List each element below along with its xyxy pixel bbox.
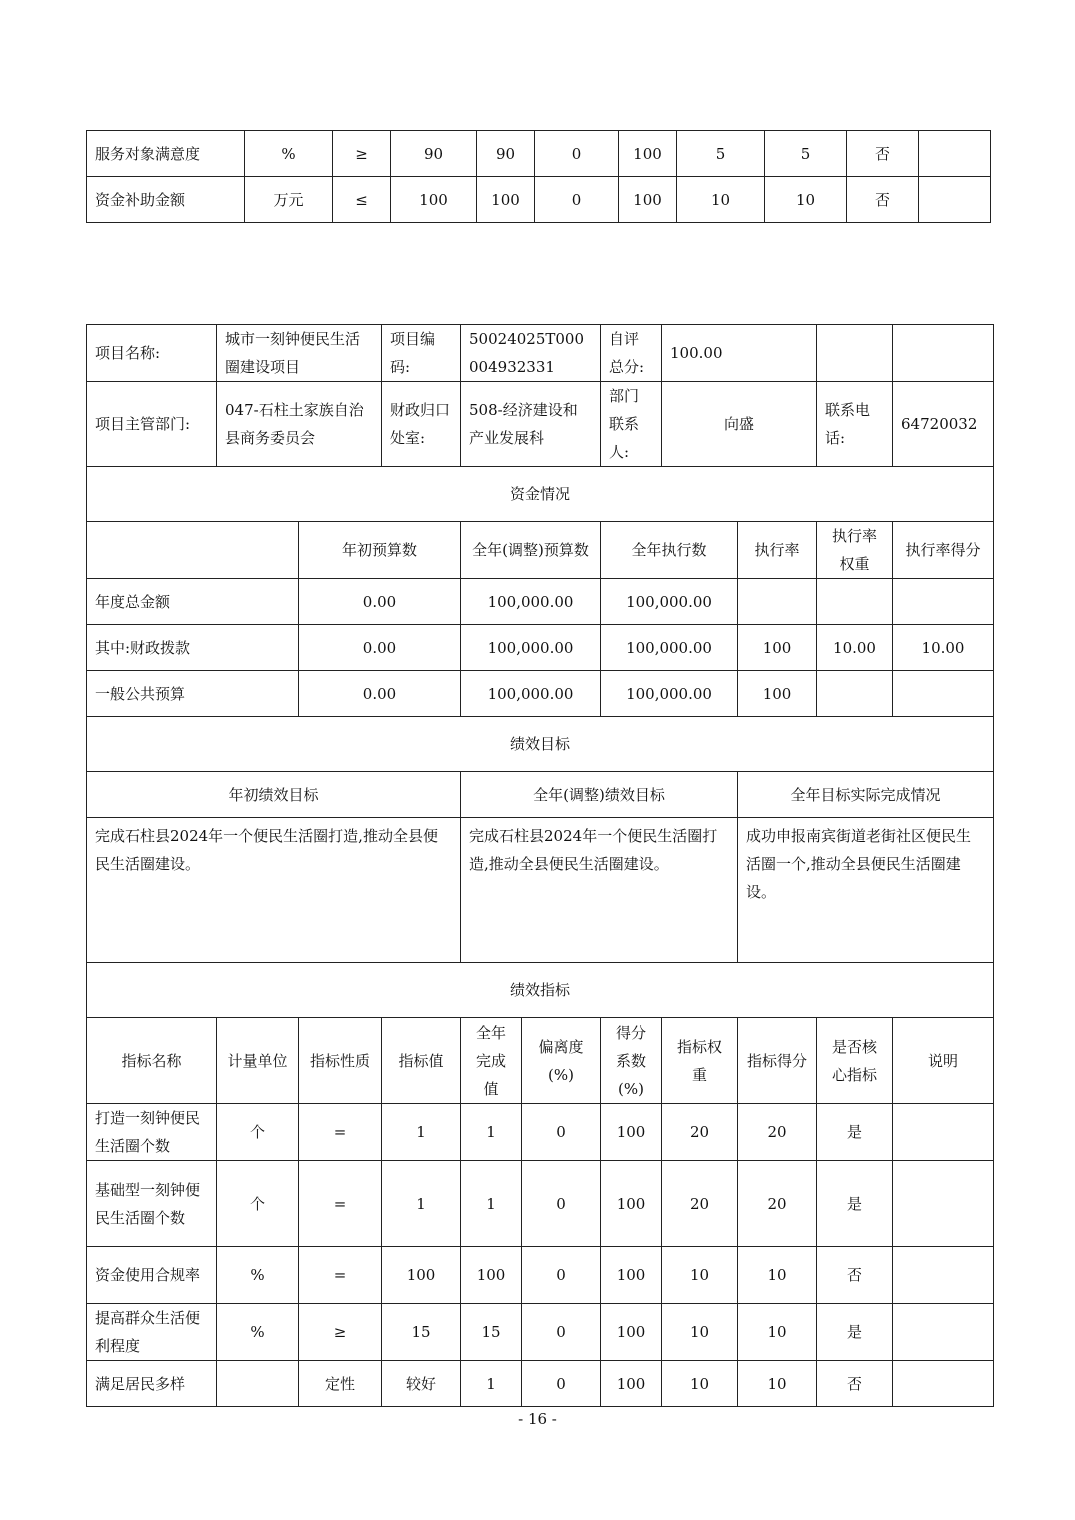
funds-cell: 100,000.00 [461, 579, 601, 625]
indicator-cell: 是 [817, 1104, 893, 1161]
dept-value: 047-石柱土家族自治县商务委员会 [217, 382, 382, 467]
project-self-evaluation-table [86, 324, 994, 1407]
funds-cell: 100,000.00 [461, 671, 601, 717]
indicator-cell [893, 1104, 994, 1161]
indicator-cell: 100 [461, 1247, 522, 1304]
indicator-row [87, 1304, 994, 1361]
goals-header: 全年(调整)绩效目标 [461, 772, 738, 818]
indicator-cell: 10 [662, 1247, 738, 1304]
indicators-header: 指标权重 [662, 1018, 738, 1104]
indicator-cell: 提高群众生活便利程度 [87, 1304, 217, 1361]
indicator-cell: 10 [738, 1247, 817, 1304]
phone-label: 联系电话: [817, 382, 893, 467]
goals-header: 全年目标实际完成情况 [738, 772, 994, 818]
funds-header-row [87, 522, 994, 579]
table-cell: 10 [765, 177, 847, 223]
table-row [87, 131, 991, 177]
indicator-cell: 0 [522, 1247, 601, 1304]
goals-section-title: 绩效目标 [87, 717, 994, 772]
funds-cell: 100 [738, 625, 817, 671]
indicator-cell: 1 [461, 1104, 522, 1161]
table-cell [919, 131, 991, 177]
indicator-cell: 15 [382, 1304, 461, 1361]
indicator-cell: 否 [817, 1247, 893, 1304]
self-score-label: 自评总分: [601, 325, 662, 382]
department-info-row [87, 382, 994, 467]
indicator-cell: ≥ [299, 1304, 382, 1361]
indicator-cell: 10 [662, 1304, 738, 1361]
indicators-header-row [87, 1018, 994, 1104]
funds-cell [893, 671, 994, 717]
indicator-cell: 0 [522, 1304, 601, 1361]
indicator-cell: = [299, 1104, 382, 1161]
indicators-header: 得分系数(%) [601, 1018, 662, 1104]
indicator-cell: 定性 [299, 1361, 382, 1407]
indicator-cell: % [217, 1304, 299, 1361]
indicator-cell: 0 [522, 1161, 601, 1247]
indicator-cell [893, 1361, 994, 1407]
indicator-cell: 1 [382, 1104, 461, 1161]
table-cell: 0 [535, 177, 619, 223]
indicators-header: 指标值 [382, 1018, 461, 1104]
indicator-cell: 满足居民多样 [87, 1361, 217, 1407]
project-name-value: 城市一刻钟便民生活圈建设项目 [217, 325, 382, 382]
funds-row [87, 625, 994, 671]
funds-cell: 100,000.00 [461, 625, 601, 671]
table-cell: % [245, 131, 333, 177]
indicator-cell: % [217, 1247, 299, 1304]
funds-cell: 一般公共预算 [87, 671, 299, 717]
indicator-cell [893, 1247, 994, 1304]
indicator-row [87, 1161, 994, 1247]
indicator-cell: 打造一刻钟便民生活圈个数 [87, 1104, 217, 1161]
table-cell: ≥ [333, 131, 391, 177]
empty-cell [893, 325, 994, 382]
table-cell: 资金补助金额 [87, 177, 245, 223]
indicator-cell: 较好 [382, 1361, 461, 1407]
indicator-row [87, 1247, 994, 1304]
table-cell: 90 [391, 131, 477, 177]
indicator-cell: 100 [601, 1361, 662, 1407]
indicator-cell: 10 [738, 1304, 817, 1361]
table-cell: 5 [677, 131, 765, 177]
table-cell: 10 [677, 177, 765, 223]
actual-completion: 成功申报南宾街道老街社区便民生活圈一个,推动全县便民生活圈建设。 [738, 818, 994, 963]
indicator-row [87, 1361, 994, 1407]
indicator-cell [893, 1161, 994, 1247]
table-cell: 万元 [245, 177, 333, 223]
adjusted-goal: 完成石柱县2024年一个便民生活圈打造,推动全县便民生活圈建设。 [461, 818, 738, 963]
table-cell: 100 [391, 177, 477, 223]
indicator-cell [893, 1304, 994, 1361]
table-cell: 100 [619, 131, 677, 177]
table-cell [919, 177, 991, 223]
funds-row [87, 671, 994, 717]
funds-cell [817, 671, 893, 717]
funds-cell: 年度总金额 [87, 579, 299, 625]
indicator-cell: 100 [382, 1247, 461, 1304]
table-cell: 0 [535, 131, 619, 177]
initial-goal: 完成石柱县2024年一个便民生活圈打造,推动全县便民生活圈建设。 [87, 818, 461, 963]
funds-header: 全年执行数 [601, 522, 738, 579]
project-info-row [87, 325, 994, 382]
funds-cell: 100,000.00 [601, 671, 738, 717]
funds-cell [738, 579, 817, 625]
indicator-cell: 1 [461, 1161, 522, 1247]
indicator-cell: = [299, 1161, 382, 1247]
funds-cell [893, 579, 994, 625]
indicator-cell: 1 [382, 1161, 461, 1247]
indicator-cell: 10 [738, 1361, 817, 1407]
indicator-cell: 基础型一刻钟便民生活圈个数 [87, 1161, 217, 1247]
indicator-cell: 100 [601, 1161, 662, 1247]
indicator-cell [217, 1361, 299, 1407]
indicator-cell: 个 [217, 1104, 299, 1161]
page-number: - 16 - [518, 1410, 557, 1428]
indicator-cell: 个 [217, 1161, 299, 1247]
self-score-value: 100.00 [662, 325, 817, 382]
indicators-header: 计量单位 [217, 1018, 299, 1104]
indicators-header: 指标名称 [87, 1018, 217, 1104]
indicator-cell: = [299, 1247, 382, 1304]
indicator-cell: 100 [601, 1104, 662, 1161]
funds-cell: 100,000.00 [601, 579, 738, 625]
funds-cell: 0.00 [299, 671, 461, 717]
indicator-row [87, 1104, 994, 1161]
indicators-header: 是否核心指标 [817, 1018, 893, 1104]
funds-cell: 10.00 [817, 625, 893, 671]
contact-label: 部门联系人: [601, 382, 662, 467]
project-code-label: 项目编码: [382, 325, 461, 382]
funds-cell: 其中:财政拨款 [87, 625, 299, 671]
phone-value: 64720032 [893, 382, 994, 467]
funds-cell: 0.00 [299, 579, 461, 625]
indicators-header: 偏离度(%) [522, 1018, 601, 1104]
goals-header: 年初绩效目标 [87, 772, 461, 818]
funds-cell [817, 579, 893, 625]
project-code-value: 50024025T000004932331 [461, 325, 601, 382]
table-cell: 100 [477, 177, 535, 223]
indicator-cell: 20 [662, 1161, 738, 1247]
finance-office-value: 508-经济建设和产业发展科 [461, 382, 601, 467]
table-cell: 服务对象满意度 [87, 131, 245, 177]
funds-header: 执行率 [738, 522, 817, 579]
dept-label: 项目主管部门: [87, 382, 217, 467]
indicator-cell: 是 [817, 1304, 893, 1361]
indicator-cell: 20 [662, 1104, 738, 1161]
indicator-cell: 100 [601, 1247, 662, 1304]
funds-cell: 100 [738, 671, 817, 717]
empty-cell [817, 325, 893, 382]
indicators-header: 指标得分 [738, 1018, 817, 1104]
finance-office-label: 财政归口处室: [382, 382, 461, 467]
table-row [87, 177, 991, 223]
funds-header: 年初预算数 [299, 522, 461, 579]
table-cell: 100 [619, 177, 677, 223]
table-cell: 5 [765, 131, 847, 177]
previous-indicator-table [86, 130, 991, 223]
funds-row [87, 579, 994, 625]
indicator-cell: 1 [461, 1361, 522, 1407]
funds-section-title: 资金情况 [87, 467, 994, 522]
indicator-cell: 0 [522, 1361, 601, 1407]
indicator-cell: 15 [461, 1304, 522, 1361]
goals-header-row [87, 772, 994, 818]
table-cell: ≤ [333, 177, 391, 223]
indicator-cell: 资金使用合规率 [87, 1247, 217, 1304]
indicator-cell: 否 [817, 1361, 893, 1407]
indicator-cell: 20 [738, 1161, 817, 1247]
indicators-header: 说明 [893, 1018, 994, 1104]
indicator-cell: 100 [601, 1304, 662, 1361]
table-cell: 否 [847, 131, 919, 177]
indicator-cell: 是 [817, 1161, 893, 1247]
funds-cell: 10.00 [893, 625, 994, 671]
funds-header: 执行率权重 [817, 522, 893, 579]
indicators-header: 全年完成值 [461, 1018, 522, 1104]
goals-content-row [87, 818, 994, 963]
table-cell: 90 [477, 131, 535, 177]
indicators-header: 指标性质 [299, 1018, 382, 1104]
indicator-cell: 0 [522, 1104, 601, 1161]
indicator-cell: 10 [662, 1361, 738, 1407]
indicator-cell: 20 [738, 1104, 817, 1161]
funds-header: 执行率得分 [893, 522, 994, 579]
contact-value: 向盛 [662, 382, 817, 467]
project-name-label: 项目名称: [87, 325, 217, 382]
funds-cell: 100,000.00 [601, 625, 738, 671]
funds-cell: 0.00 [299, 625, 461, 671]
funds-header [87, 522, 299, 579]
indicators-section-title: 绩效指标 [87, 963, 994, 1018]
table-cell: 否 [847, 177, 919, 223]
funds-header: 全年(调整)预算数 [461, 522, 601, 579]
